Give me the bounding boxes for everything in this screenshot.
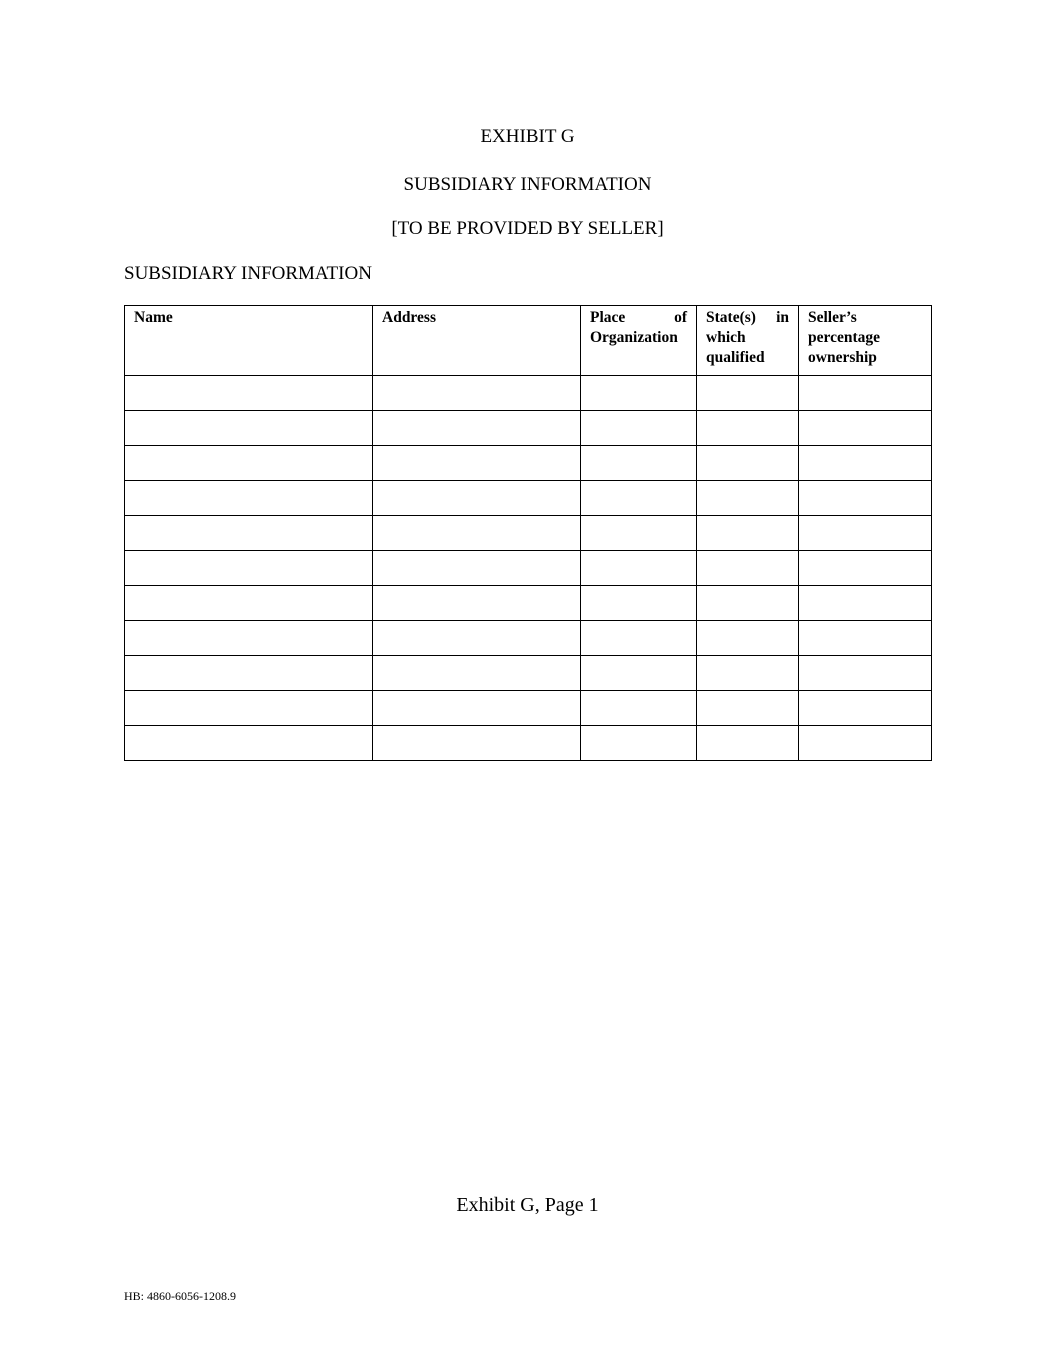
table-header-row [125,306,932,376]
table-cell [581,481,697,516]
table-cell [697,551,799,586]
table-row [125,446,932,481]
table-cell [581,411,697,446]
table-cell [125,586,373,621]
column-header-place-line2: Organization [590,329,678,346]
section-heading: SUBSIDIARY INFORMATION [124,263,372,284]
table-row [125,656,932,691]
table-cell [373,411,581,446]
table-cell [373,551,581,586]
table-cell [799,691,932,726]
table-row [125,621,932,656]
table-row [125,691,932,726]
column-header-states-line1 [706,308,789,328]
column-header-seller-line1: Seller’s [808,309,857,326]
table-cell [373,656,581,691]
document-id: HB: 4860-6056-1208.9 [124,1289,236,1303]
table-cell [697,656,799,691]
provided-by-note: [TO BE PROVIDED BY SELLER] [391,218,664,239]
column-header-address [373,306,581,376]
exhibit-title: EXHIBIT G [480,126,575,147]
table-row [125,551,932,586]
table-cell [373,446,581,481]
table-cell [799,376,932,411]
table-cell [799,551,932,586]
column-header-states-line2: which [706,329,746,346]
table-cell [373,621,581,656]
table-cell [697,691,799,726]
table-cell [581,516,697,551]
table-cell [697,516,799,551]
table-cell [373,691,581,726]
table-row [125,516,932,551]
column-header-states-word2: in [776,309,789,326]
table-cell [581,586,697,621]
table-cell [125,656,373,691]
column-header-states-word1: State(s) [706,309,756,326]
table-cell [799,516,932,551]
table-cell [125,376,373,411]
table-cell [125,446,373,481]
column-header-states-line3: qualified [706,349,765,366]
table-cell [373,726,581,761]
table-cell [799,621,932,656]
table-cell [373,516,581,551]
table-row [125,586,932,621]
column-header-seller-line2: percentage [808,329,881,346]
table-cell [581,551,697,586]
table-cell [697,726,799,761]
column-header-place-of-organization [581,306,697,376]
table-cell [799,586,932,621]
table-cell [799,656,932,691]
page-footer: Exhibit G, Page 1 [456,1194,599,1216]
table-cell [581,691,697,726]
column-header-place-word1: Place [590,309,626,326]
table-cell [125,411,373,446]
table-cell [125,726,373,761]
table-cell [581,726,697,761]
table-cell [373,376,581,411]
table-cell [125,516,373,551]
table-cell [125,621,373,656]
table-cell [697,376,799,411]
column-header-place-line1 [590,308,687,328]
table-cell [799,446,932,481]
column-header-name [125,306,373,376]
table-row [125,481,932,516]
table-cell [697,481,799,516]
table-cell [125,481,373,516]
column-header-seller-line3: ownership [808,349,877,366]
column-header-place-word2: of [674,309,687,326]
table-cell [697,621,799,656]
table-cell [373,481,581,516]
document-subtitle: SUBSIDIARY INFORMATION [403,174,652,195]
table-cell [125,551,373,586]
column-header-address-text: Address [382,309,436,326]
table-cell [697,411,799,446]
table-cell [799,411,932,446]
table-cell [799,726,932,761]
table-cell [581,376,697,411]
table-cell [697,586,799,621]
column-header-states-qualified [697,306,799,376]
table-row [125,376,932,411]
table-cell [581,621,697,656]
table-cell [373,586,581,621]
table-row [125,726,932,761]
table-cell [799,481,932,516]
table-cell [125,691,373,726]
subsidiary-table [124,305,932,761]
column-header-seller-ownership [799,306,932,376]
table-cell [581,446,697,481]
table-cell [697,446,799,481]
table-cell [581,656,697,691]
table-body [125,376,932,761]
column-header-name-text: Name [134,309,173,326]
table-row [125,411,932,446]
